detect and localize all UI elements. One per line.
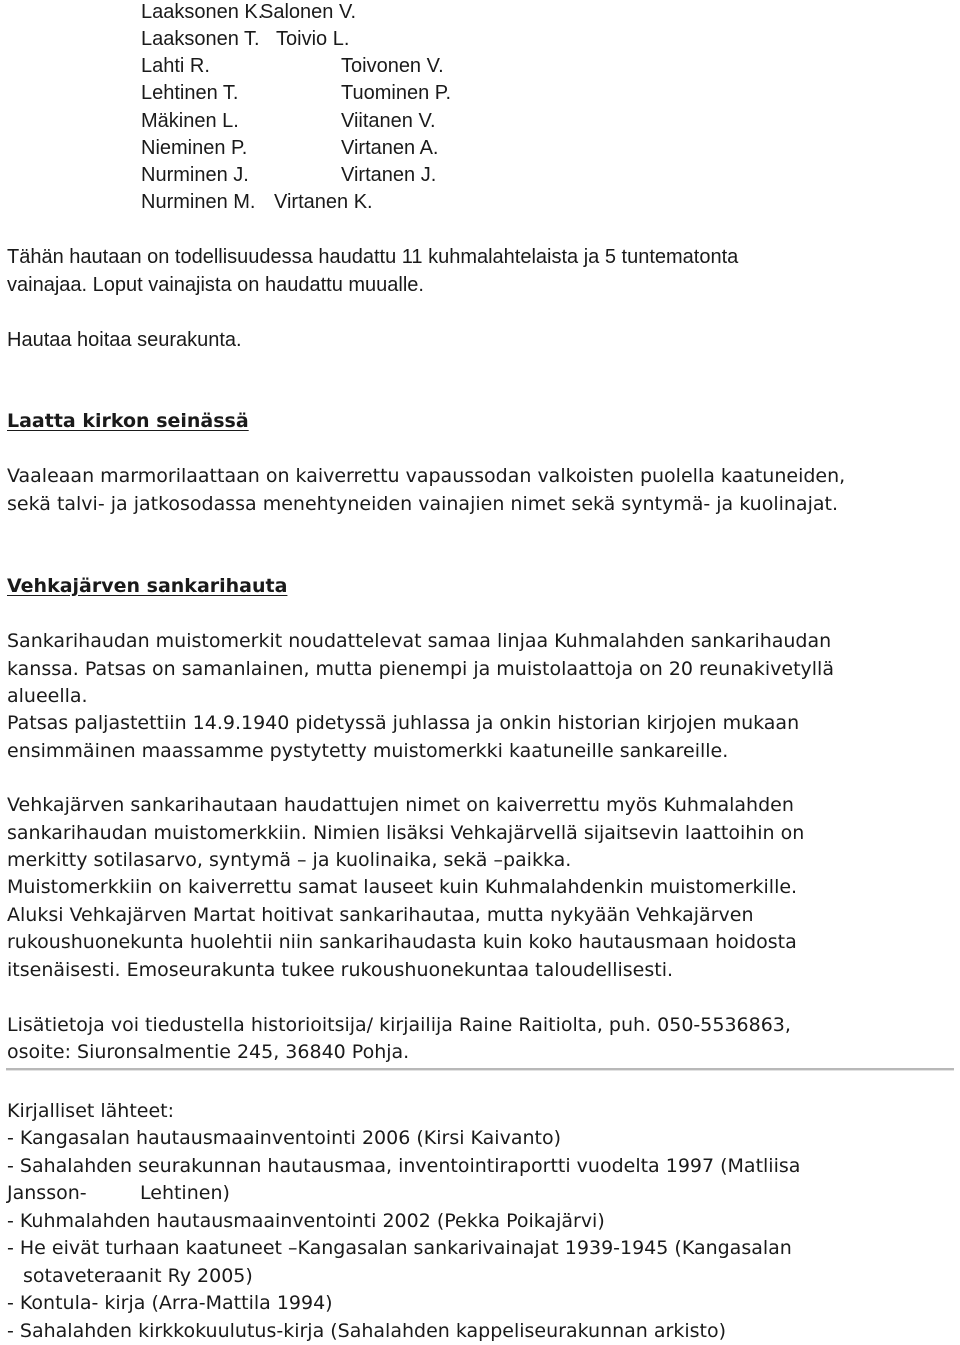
- sources-title: Kirjalliset lähteet:: [7, 1100, 175, 1122]
- name-right: Virtanen J.: [341, 164, 437, 186]
- source-item: Jansson-: [7, 1182, 87, 1204]
- divider: [6, 1068, 954, 1071]
- paragraph-line: kanssa. Patsas on samanlainen, mutta pienempi ja muistolaattoja on 20 reunakivetyllä: [7, 658, 834, 680]
- contact-line: osoite: Siuronsalmentie 245, 36840 Pohja.: [7, 1041, 410, 1063]
- name-right: Toivonen V.: [341, 55, 444, 77]
- name-left: Nurminen M.: [141, 191, 256, 213]
- paragraph-line: Vaaleaan marmorilaattaan on kaiverrettu vapaussodan valkoisten puolella kaatuneiden,: [7, 465, 846, 487]
- paragraph-line: merkitty sotilasarvo, syntymä – ja kuolinaika, sekä –paikka.: [7, 849, 572, 871]
- name-right: Tuominen P.: [341, 82, 452, 104]
- paragraph-line: alueella.: [7, 685, 88, 707]
- name-left: Mäkinen L.: [141, 110, 239, 132]
- paragraph-line: sekä talvi- ja jatkosodassa menehtyneiden vainajien nimet sekä syntymä- ja kuolinajat.: [7, 493, 838, 515]
- section-heading-laatta: Laatta kirkon seinässä: [7, 410, 249, 432]
- paragraph-line: Vehkajärven sankarihautaan haudattujen nimet on kaiverrettu myös Kuhmalahden: [7, 794, 794, 816]
- contact-line: Lisätietoja voi tiedustella historioitsija/ kirjailija Raine Raitiolta, puh. 050-5536863,: [7, 1014, 791, 1036]
- name-left: Lahti R.: [141, 55, 210, 77]
- source-item: - Kuhmalahden hautausmaainventointi 2002 (Pekka Poikajärvi): [7, 1210, 605, 1232]
- name-right: Viitanen V.: [341, 110, 436, 132]
- burial-note-line: Tähän hautaan on todellisuudessa haudattu 11 kuhmalahtelaista ja 5 tuntematonta: [7, 246, 739, 268]
- paragraph-line: Muistomerkkiin on kaiverrettu samat lauseet kuin Kuhmalahdenkin muistomerkille.: [7, 876, 798, 898]
- care-note: Hautaa hoitaa seurakunta.: [7, 329, 242, 351]
- name-left: Laaksonen K.: [141, 1, 264, 23]
- source-item: sotaveteraanit Ry 2005): [23, 1265, 253, 1287]
- source-item: - Kangasalan hautausmaainventointi 2006 (Kirsi Kaivanto): [7, 1127, 562, 1149]
- name-left: Lehtinen T.: [141, 82, 239, 104]
- source-item: Lehtinen): [140, 1182, 230, 1204]
- name-left: Nurminen J.: [141, 164, 249, 186]
- paragraph-line: itsenäisesti. Emoseurakunta tukee rukoushuonekuntaa taloudellisesti.: [7, 959, 674, 981]
- paragraph-line: ensimmäinen maassamme pystytetty muistomerkki kaatuneille sankareille.: [7, 740, 729, 762]
- source-item: - Sahalahden kirkkokuulutus-kirja (Sahalahden kappeliseurakunnan arkisto): [7, 1320, 727, 1342]
- paragraph-line: sankarihaudan muistomerkkiin. Nimien lisäksi Vehkajärvellä sijaitsevin laattoihin on: [7, 822, 805, 844]
- paragraph-line: Sankarihaudan muistomerkit noudattelevat samaa linjaa Kuhmalahden sankarihaudan: [7, 630, 832, 652]
- name-right: Virtanen A.: [341, 137, 439, 159]
- source-item: - Sahalahden seurakunnan hautausmaa, inventointiraportti vuodelta 1997 (Matliisa: [7, 1155, 801, 1177]
- section-heading-vehkajarvi: Vehkajärven sankarihauta: [7, 575, 288, 597]
- name-right: Toivio L.: [276, 28, 350, 50]
- paragraph-line: rukoushuonekunta huolehtii niin sankarihaudasta kuin koko hautausmaan hoidosta: [7, 931, 797, 953]
- name-right: Virtanen K.: [274, 191, 373, 213]
- source-item: - He eivät turhaan kaatuneet –Kangasalan sankarivainajat 1939-1945 (Kangasalan: [7, 1237, 792, 1259]
- source-item: - Kontula- kirja (Arra-Mattila 1994): [7, 1292, 333, 1314]
- name-left: Laaksonen T.: [141, 28, 260, 50]
- name-right: Salonen V.: [260, 1, 357, 23]
- paragraph-line: Aluksi Vehkajärven Martat hoitivat sankarihautaa, mutta nykyään Vehkajärven: [7, 904, 754, 926]
- paragraph-line: Patsas paljastettiin 14.9.1940 pidetyssä juhlassa ja onkin historian kirjojen mukaan: [7, 712, 800, 734]
- name-left: Nieminen P.: [141, 137, 248, 159]
- burial-note-line: vainajaa. Loput vainajista on haudattu muualle.: [7, 274, 424, 296]
